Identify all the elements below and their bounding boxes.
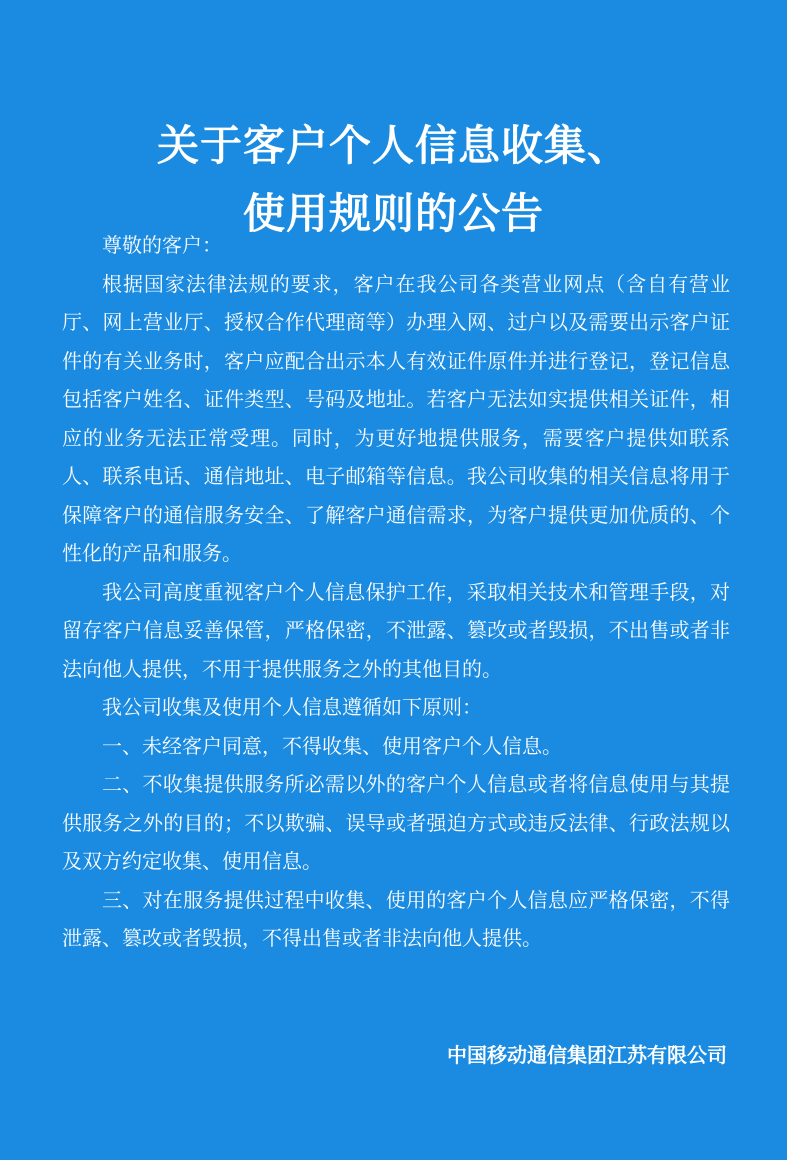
notice-body xyxy=(62,226,730,958)
notice-title-line-1: 关于客户个人信息收集、 xyxy=(156,121,630,171)
company-signature: 中国移动通信集团江苏有限公司 xyxy=(447,1043,727,1067)
paragraph-protection: 我公司高度重视客户个人信息保护工作，采取相关技术和管理手段，对留存客户信息妥善保管，严格保密，不泄露、篡改或者毁损，不出售或者非法向他人提供，不用于提供服务之外的其他目的。 xyxy=(62,579,730,681)
principle-2: 二、不收集提供服务所必需以外的客户个人信息或者将信息使用与其提供服务之外的目的；不以欺骗、误导或者强迫方式或违反法律、行政法规以及双方约定收集、使用信息。 xyxy=(62,772,730,873)
principle-3: 三、对在服务提供过程中收集、使用的客户个人信息应严格保密，不得泄露、篡改或者毁损，不得出售或者非法向他人提供。 xyxy=(62,887,730,950)
paragraph-principles-intro: 我公司收集及使用个人信息遵循如下原则： xyxy=(102,695,482,719)
principle-1: 一、未经客户同意，不得收集、使用客户个人信息。 xyxy=(102,733,562,758)
salutation: 尊敬的客户： xyxy=(102,233,222,257)
paragraph-collection-requirements: 根据国家法律法规的要求，客户在我公司各类营业网点（含自有营业厅、网上营业厅、授权合作代理商等）办理入网、过户以及需要出示客户证件的有关业务时，客户应配合出示本人有效证件原件并进行登记，登记信息包括客户姓名、证件类型、号码及地址。若客户无法如实提供相关证件，相应的业务无法正常受理。同时，为更好地提供服务，需要客户提供如联系人、联系电话、通信地址、电子邮箱等信息。我公司收集的相关信息将用于保障客户的通信服务安全、了解客户通信需求，为客户提供更加优质的、个性化的产品和服务。 xyxy=(62,271,730,565)
notice-title-line-2: 使用规则的公告 xyxy=(242,189,544,239)
